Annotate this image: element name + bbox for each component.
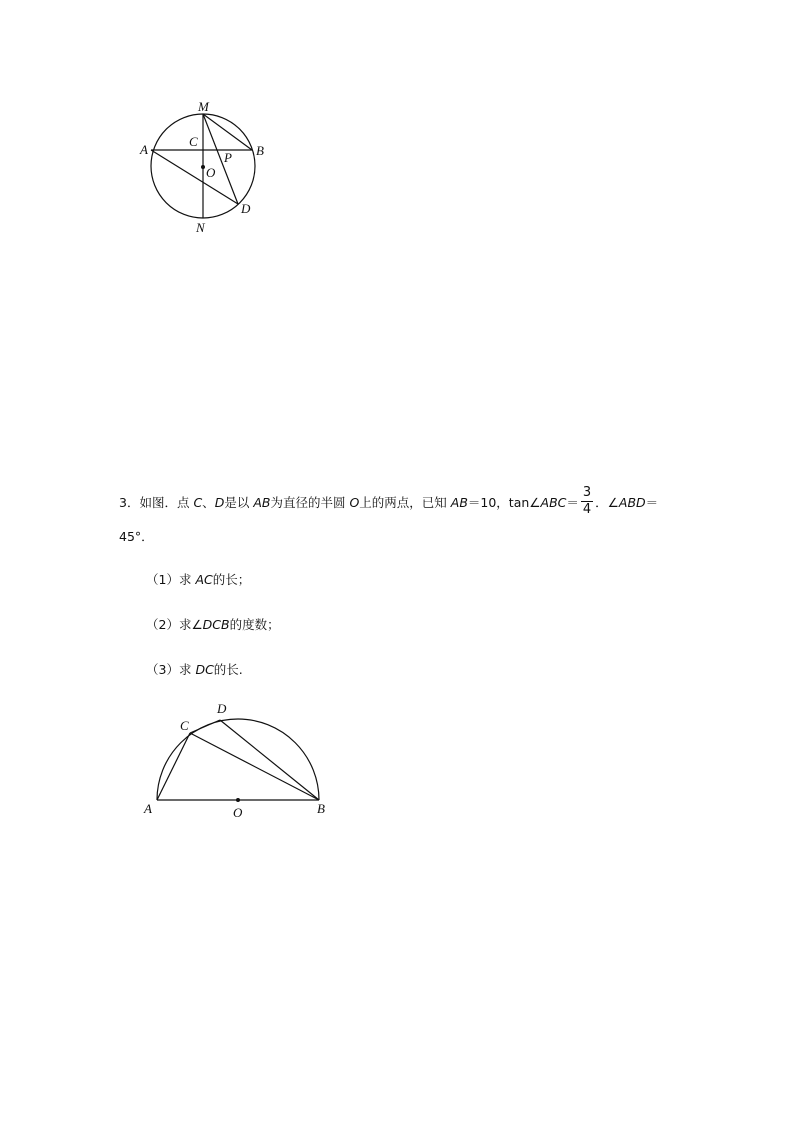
- fraction-three-quarters: [581, 485, 593, 518]
- label-n: N: [196, 220, 205, 235]
- q3-text: ＝: [566, 495, 579, 510]
- q3-text: 上的两点，已知: [359, 495, 451, 510]
- label-d: D: [241, 201, 251, 216]
- fraction-numerator: 3: [582, 485, 592, 500]
- label-o: O: [233, 805, 243, 820]
- sub-question-text: （2）求∠: [146, 617, 203, 632]
- center-dot-o: [236, 798, 240, 802]
- sub-question-3: [146, 660, 243, 680]
- center-dot-o: [201, 165, 205, 169]
- label-d: D: [217, 701, 227, 716]
- sub-question-text: （3）求: [146, 662, 196, 677]
- label-a: A: [140, 142, 148, 157]
- q3-text: ＝10，tan∠: [467, 495, 541, 510]
- q3-text: ．∠: [595, 495, 619, 510]
- label-b: B: [317, 801, 325, 816]
- label-o: O: [206, 165, 216, 180]
- sub-question-text: （1）求: [146, 572, 196, 587]
- segment-dc: DC: [195, 662, 214, 677]
- label-a: A: [144, 801, 152, 816]
- semicircle-figure: [135, 695, 335, 825]
- sub-question-text: 的度数；: [229, 617, 280, 632]
- q3-text: 为直径的半圆: [270, 495, 350, 510]
- label-p: P: [224, 150, 232, 165]
- label-b: B: [256, 143, 264, 158]
- chord-db: [220, 720, 319, 800]
- fraction-denominator: 4: [582, 502, 592, 517]
- question-3-line-1: [119, 487, 658, 520]
- circle-figure: [130, 95, 280, 240]
- angle-dcb: DCB: [202, 617, 230, 632]
- q3-text: 是以: [224, 495, 254, 510]
- chord-cd: [190, 720, 220, 733]
- sub-question-1: [146, 570, 250, 590]
- point-o: O: [349, 495, 360, 510]
- q3-text: 3．如图．点: [119, 495, 194, 510]
- segment-ab: AB: [253, 495, 271, 510]
- segment-ab: AB: [450, 495, 468, 510]
- q3-text: 45°．: [119, 529, 154, 544]
- angle-abc: ABC: [540, 495, 567, 510]
- chord-cb: [190, 733, 319, 800]
- sub-question-2: [146, 615, 280, 635]
- sub-question-text: 的长.: [213, 662, 243, 677]
- segment-ac: AC: [195, 572, 213, 587]
- q3-text: ＝: [645, 495, 659, 510]
- q3-text: 、: [202, 495, 215, 510]
- label-m: M: [198, 99, 209, 114]
- chord-ac: [157, 733, 190, 800]
- point-c: C: [193, 495, 203, 510]
- question-3-line-2: [119, 527, 154, 547]
- sub-question-text: 的长；: [212, 572, 251, 587]
- label-c: C: [189, 134, 198, 149]
- angle-abd: ABD: [618, 495, 646, 510]
- point-d: D: [214, 495, 225, 510]
- label-c: C: [180, 718, 189, 733]
